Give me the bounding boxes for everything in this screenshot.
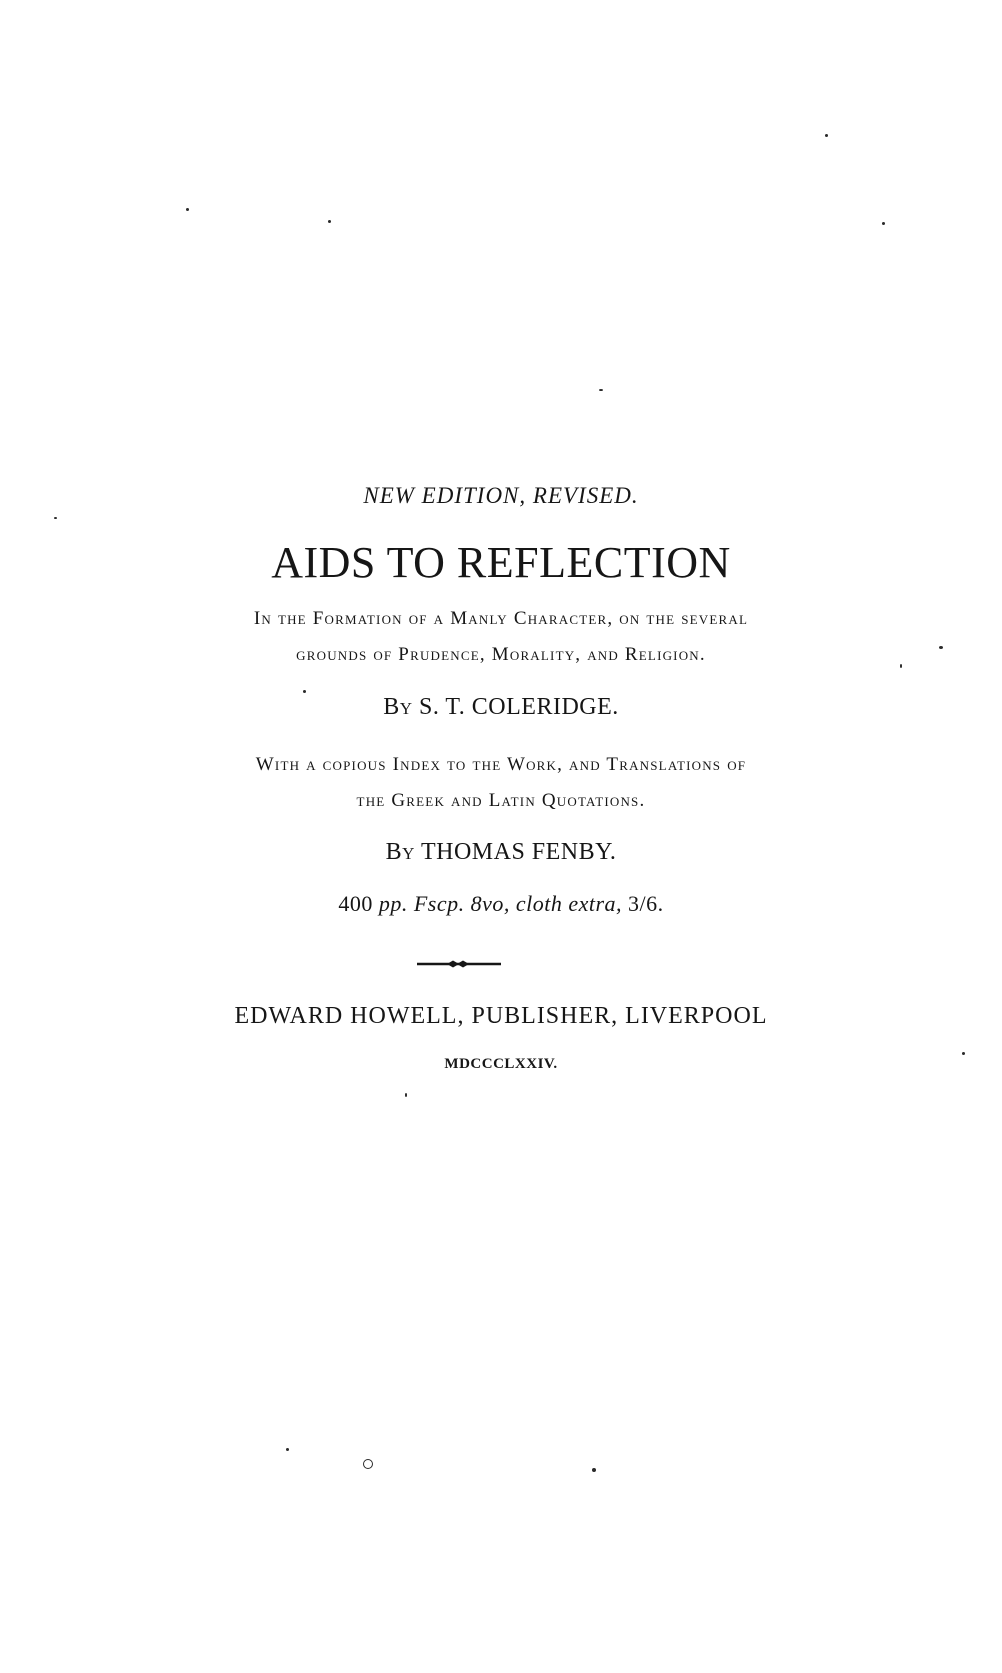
price-amount: 3/6. (628, 891, 664, 916)
scan-speck (592, 1468, 596, 1472)
scan-speck (328, 220, 331, 223)
page-count: 400 (338, 891, 373, 916)
book-title: AIDS TO REFLECTION (271, 538, 731, 587)
editor-line: By THOMAS FENBY. (385, 839, 617, 865)
scan-speck (186, 208, 189, 211)
format-note: Fscp. 8vo, cloth extra, (413, 891, 623, 916)
pages-abbrev: pp. (378, 891, 408, 916)
edition-note: NEW EDITION, REVISED. (363, 483, 639, 508)
scan-speck (900, 664, 902, 668)
scan-speck (405, 1093, 407, 1097)
scan-speck (939, 646, 943, 649)
author-line: By S. T. COLERIDGE. (383, 694, 619, 720)
publisher-line: EDWARD HOWELL, PUBLISHER, LIVERPOOL (234, 1003, 768, 1029)
subtitle-line-2: grounds of Prudence, Morality, and Religion. (296, 644, 706, 665)
subtitle-line-1: In the Formation of a Manly Character, on the several (253, 608, 749, 629)
scan-speck (599, 389, 603, 391)
scan-speck (882, 222, 885, 225)
publication-year: MDCCCLXXIV. (444, 1056, 558, 1072)
scan-speck (363, 1459, 373, 1469)
index-note-line-1: With a copious Index to the Work, and Translations of (255, 754, 747, 775)
ornamental-rule (417, 960, 501, 968)
scan-speck (962, 1052, 965, 1055)
scan-speck (825, 134, 828, 137)
scan-speck (303, 690, 306, 693)
price-line (0, 891, 1002, 917)
index-note-line-2: the Greek and Latin Quotations. (356, 790, 646, 811)
scan-speck (286, 1448, 289, 1451)
scan-speck (54, 517, 57, 519)
